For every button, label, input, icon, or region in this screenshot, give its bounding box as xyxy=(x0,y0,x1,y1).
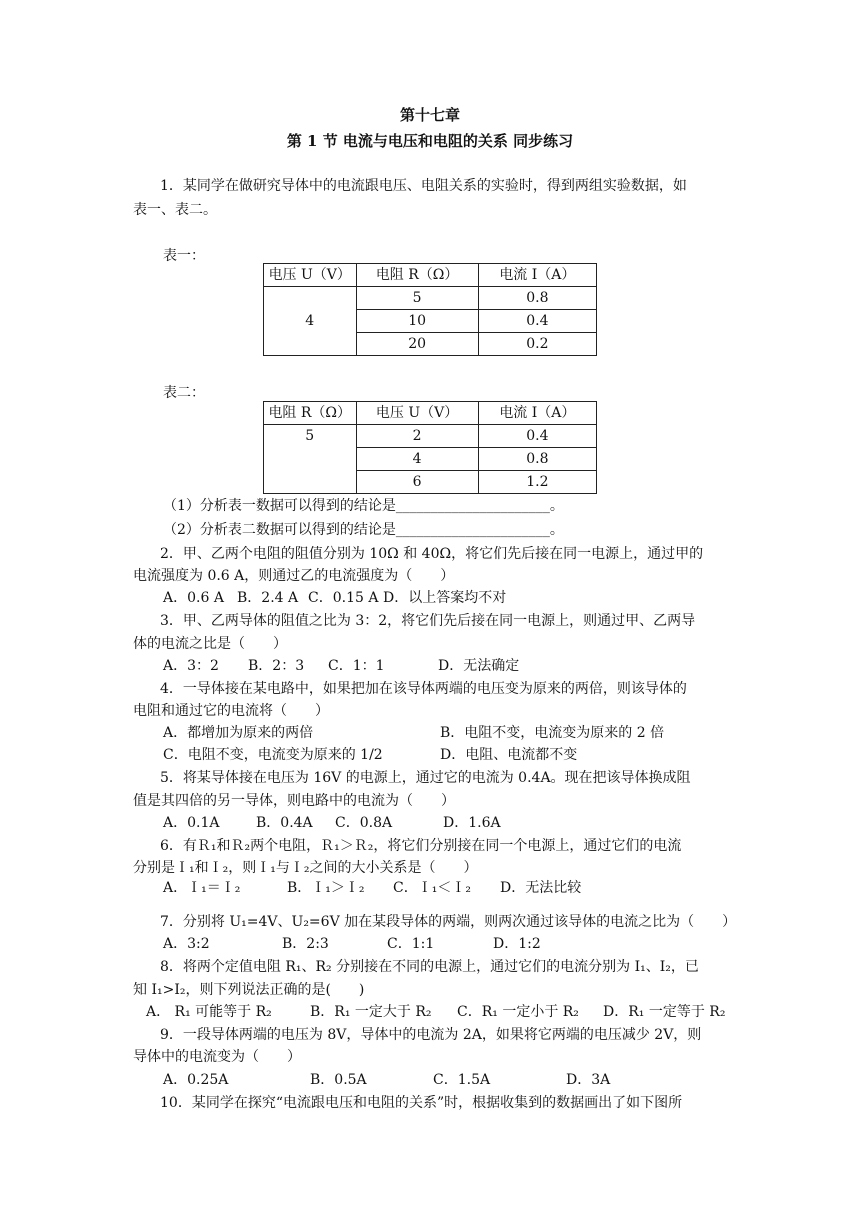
table-header-cell: 电压 U（V） xyxy=(356,402,478,425)
q8-option-a: A． R₁ 可能等于 R₂ xyxy=(146,1004,272,1020)
q1-line1: 1．某同学在做研究导体中的电流跟电压、电阻关系的实验时，得到两组实验数据，如 xyxy=(160,178,687,194)
q9-line2: 导体中的电流变为（ ） xyxy=(133,1049,301,1065)
q8-line2: 知 I₁>I₂，则下列说法正确的是( ) xyxy=(133,982,365,998)
q2-option-a: A．0.6 A xyxy=(163,590,224,606)
table-row xyxy=(264,287,597,310)
q8-line1: 8．将两个定值电阻 R₁、R₂ 分别接在不同的电源上，通过它们的电流分别为 I₁、I₂，已 xyxy=(160,959,699,975)
q4-line2: 电阻和通过它的电流将（ ） xyxy=(133,703,329,719)
q7-option-d: D．1:2 xyxy=(493,936,541,952)
table-cell: 0.8 xyxy=(478,448,596,471)
q7-option-c: C．1:1 xyxy=(387,936,435,952)
q4-option-c: C．电阻不变，电流变为原来的 1/2 xyxy=(163,747,383,763)
table-header-cell: 电流 I（A） xyxy=(478,264,596,287)
chapter-title: 第十七章 xyxy=(399,106,460,124)
q5-option-b: B．0.4A xyxy=(256,815,313,831)
q2-line2: 电流强度为 0.6 A，则通过乙的电流强度为（ ） xyxy=(133,568,455,584)
table-cell: 2 xyxy=(356,425,478,448)
q6-option-b: B．Ｉ₁＞Ｉ₂ xyxy=(287,880,365,896)
table-header-cell: 电阻 R（Ω） xyxy=(356,264,478,287)
q3-line2: 体的电流之比是（ ） xyxy=(133,636,287,652)
table-header-cell: 电流 I（A） xyxy=(478,402,596,425)
q3-option-b: B．2：3 xyxy=(248,658,305,674)
table-merged-cell: 4 xyxy=(264,287,357,356)
q9-option-d: D．3A xyxy=(566,1072,611,1088)
q5-option-d: D．1.6A xyxy=(443,815,501,831)
table-merged-cell: 5 xyxy=(264,425,357,494)
q4-line1: 4．一导体接在某电路中，如果把加在该导体两端的电压变为原来的两倍，则该导体的 xyxy=(160,681,687,697)
q3-line1: 3．甲、乙两导体的阻值之比为 3：2，将它们先后接在同一电源上，则通过甲、乙两导 xyxy=(160,613,696,629)
q9-option-b: B．0.5A xyxy=(310,1072,367,1088)
q8-option-c: C．R₁ 一定小于 R₂ xyxy=(457,1004,579,1020)
table-cell: 10 xyxy=(356,310,478,333)
q6-line2: 分别是Ｉ₁和Ｉ₂，则Ｉ₁与Ｉ₂之间的大小关系是（ ） xyxy=(133,860,478,876)
table-cell: 0.4 xyxy=(478,425,596,448)
q10-line1: 10．某同学在探究“电流跟电压和电阻的关系”时，根据收集到的数据画出了如下图所 xyxy=(160,1095,683,1111)
q3-option-c: C．1：1 xyxy=(328,658,385,674)
table1-label: 表一： xyxy=(163,248,205,264)
section-title: 第 1 节 电流与电压和电阻的关系 同步练习 xyxy=(286,132,574,150)
table-cell: 0.8 xyxy=(478,287,596,310)
q1-line2: 表一、表二。 xyxy=(133,202,217,218)
table-row xyxy=(264,425,597,448)
table1 xyxy=(263,263,597,356)
q5-option-c: C．0.8A xyxy=(335,815,393,831)
q4-option-d: D．电阻、电流都不变 xyxy=(440,747,578,763)
q5-line1: 5．将某导体接在电压为 16V 的电源上，通过它的电流为 0.4A。现在把该导体换成阻 xyxy=(160,770,691,786)
q7-line1: 7．分别将 U₁=4V、U₂=6V 加在某段导体的两端，则两次通过该导体的电流之比为（ ） xyxy=(160,914,737,930)
q5-line2: 值是其四倍的另一导体，则电路中的电流为（ ） xyxy=(133,793,455,809)
table-cell: 20 xyxy=(356,333,478,356)
table-header-row xyxy=(264,402,597,425)
q9-option-a: A．0.25A xyxy=(163,1072,229,1088)
table2 xyxy=(263,401,597,494)
table-cell: 5 xyxy=(356,287,478,310)
table-cell: 1.2 xyxy=(478,471,596,494)
q2-line1: 2．甲、乙两个电阻的阻值分别为 10Ω 和 40Ω，将它们先后接在同一电源上，通过甲的 xyxy=(160,546,704,562)
table2-label: 表二： xyxy=(163,385,205,401)
q6-option-c: C．Ｉ₁＜Ｉ₂ xyxy=(393,880,471,896)
q8-option-b: B．R₁ 一定大于 R₂ xyxy=(310,1004,432,1020)
q1-sub-b: （2）分析表二数据可以得到的结论是______________________。 xyxy=(163,522,564,538)
q2-option-c: C．0.15 A xyxy=(308,590,379,606)
q4-option-a: A．都增加为原来的两倍 xyxy=(163,725,314,741)
q4-option-b: B．电阻不变，电流变为原来的 2 倍 xyxy=(440,725,665,741)
q7-option-a: A．3:2 xyxy=(163,936,210,952)
table-cell: 4 xyxy=(356,448,478,471)
q8-option-d: D．R₁ 一定等于 R₂ xyxy=(603,1004,726,1020)
q9-option-c: C．1.5A xyxy=(433,1072,491,1088)
table-header-cell: 电压 U（V） xyxy=(264,264,357,287)
q6-line1: 6．有Ｒ₁和Ｒ₂两个电阻，Ｒ₁＞Ｒ₂，将它们分别接在同一个电源上，通过它们的电流 xyxy=(160,838,682,854)
table-header-row xyxy=(264,264,597,287)
q3-option-d: D．无法确定 xyxy=(438,658,520,674)
q6-option-d: D．无法比较 xyxy=(500,880,582,896)
q3-option-a: A．3：2 xyxy=(163,658,219,674)
q2-option-d: D．以上答案均不对 xyxy=(383,590,507,606)
table-cell: 0.4 xyxy=(478,310,596,333)
q2-option-b: B．2.4 A xyxy=(237,590,299,606)
table-header-cell: 电阻 R（Ω） xyxy=(264,402,357,425)
table-cell: 6 xyxy=(356,471,478,494)
table-cell: 0.2 xyxy=(478,333,596,356)
q7-option-b: B．2:3 xyxy=(282,936,329,952)
q1-sub-a: （1）分析表一数据可以得到的结论是______________________。 xyxy=(163,498,564,514)
q9-line1: 9．一段导体两端的电压为 8V，导体中的电流为 2A，如果将它两端的电压减少 2V，则 xyxy=(160,1027,702,1043)
q5-option-a: A．0.1A xyxy=(163,815,220,831)
q6-option-a: A．Ｉ₁＝Ｉ₂ xyxy=(163,880,241,896)
